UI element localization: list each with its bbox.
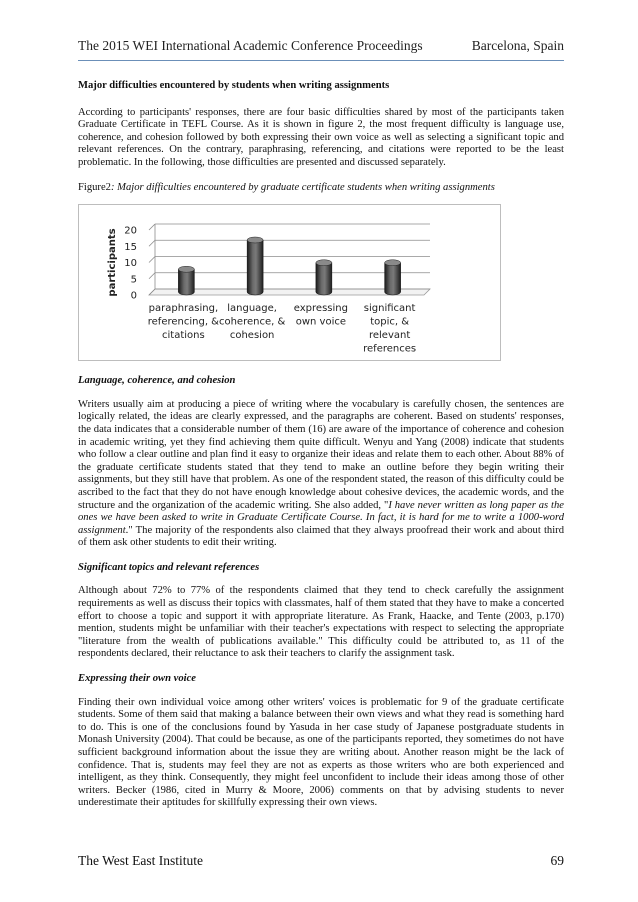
x-tick-label: significant [363,303,416,315]
bar [316,263,332,295]
section-title: Major difficulties encountered by students when writing assignments [78,80,390,91]
y-tick-label: 15 [124,241,137,253]
figure-chart [78,204,501,361]
paragraph-voice: Finding their own individual voice among other writers' voices is problematic for 9 of the graduate certificate students. Some of them said that making a balance between their own views and what they read is something hard to do. This is one of the conclusions found by Yasuda in her case study of Japanese postgraduate students in Monash University (2004). That could be because, as one of the participants reported, they sometimes do not have sufficient background information about the issue they are writing about. Another reason might be the lack of confidence. That is, students may feel they are not as experts as those writers who are both experienced and intelligent, as they think. Consequently, they might feel unconfident to include their ideas among those of other writers. Becker (1986, cited in Murry & Moore, 2006) comments on that by advising students to never underestimate their aptitudes for skillfully expressing their own views. [78,696,564,809]
bar-top [385,260,401,266]
gridline-side [149,257,155,263]
figure-caption-text: : Major difficulties encountered by graduate certificate students when writing assignments [110,181,495,193]
header-divider [78,60,564,61]
x-tick-label: paraphrasing, [148,303,219,315]
section-heading-topics: Significant topics and relevant references [78,561,260,573]
gridline-side [149,273,155,279]
x-tick-label: coherence, & [218,316,286,328]
page-content [78,80,564,822]
page-footer [78,853,564,873]
section-heading-language: Language, coherence, and cohesion [78,375,236,387]
gridline-side [149,240,155,246]
y-tick-label: 0 [130,290,137,302]
figure-label: Figure2 [78,181,111,193]
bar-top [178,266,194,272]
intro-paragraph: According to participants' responses, there are four basic difficulties shared by most of the participants taken Graduate Certificate in TEFL Course. As it is shown in figure 2, the most frequent difficulty is language use, coherence, and cohesion followed by both expressing their own voice as well as selecting a significant topic and relevant references. On the contrary, paraphrasing, referencing, and citations were reported to be the least problematic. In the following, those difficulties are presented and discussed separately. [78,106,564,168]
section-heading-voice: Expressing their own voice [78,673,197,685]
footer-institute: The West East Institute [78,853,204,868]
paragraph-language-text-end: ." The majority of the respondents also claimed that they always proofread their work and about third of them ask other students to edit their writing. [78,524,564,549]
header-conference-title: The 2015 WEI International Academic Conference Proceedings [78,38,423,53]
x-tick-label: references [363,343,417,355]
page-number: 69 [550,853,564,868]
x-tick-label: expressing [293,303,348,315]
bar [247,240,263,295]
x-tick-label: citations [162,330,205,342]
y-tick-label: 20 [124,225,137,237]
bar [178,269,194,295]
x-tick-label: language, [227,303,277,315]
x-tick-label: cohesion [229,330,275,342]
x-tick-label: referencing, & [147,316,219,328]
x-tick-label: topic, & [370,316,410,328]
bar-top [316,260,332,266]
y-axis-label: participants [107,228,118,297]
paragraph-language [78,399,564,550]
y-tick-label: 5 [130,274,137,286]
bar [385,263,401,295]
figure-caption [78,182,564,195]
page-header [78,38,564,62]
student-quote: I have never written as long paper as the ones we have been asked to write in Graduate Certificate Course. In fact, it is hard for me to write a 1000-word assignment [78,499,564,536]
gridline-side [149,224,155,230]
paragraph-language-text: Writers usually aim at producing a piece of writing where the vocabulary is carefully chosen, the sentences are logically related, the ideas are clearly expressed, and the paragraphs are coherent. Based on students' responses, the data indicates that a considerable number of them (16) are aware of the importance of coherence and cohesion in academic writing, yet they find achieving them quite difficult. Wenyu and Yang (2008) indicate that students who follow a clear outline and plan find it easy to organize their ideas and relate them to each other. About 88% of the graduate certificate students stated that they tend to make an outline before they begin writing their assignments, but they still have that problem. As one of the respondent stated, the reason of this difficulty could be ascribed to the fact that they do not have enough knowledge about cohesive devices, the academic words, and the structure and the organization of the academic writing. She also added, " [78,398,564,511]
paragraph-topics: Although about 72% to 77% of the respondents claimed that they tend to check carefully the assignment requirements as well as discuss their topics with classmates, half of them stated that they have to make a concerted effort to choose a topic and support it with appropriate literature. As Frank, Haacke, and Tente (2003, p.170) mention, students might be unfamiliar with their teacher's expectations with respect to selecting the appropriate "literature from the wealth of publications available." This difficulty could be attributed to, as 11 of the respondents declared, their reluctance to ask their teachers to clarify the assignment task. [78,585,564,660]
x-tick-label: own voice [295,316,347,328]
y-tick-label: 10 [124,258,137,270]
x-tick-label: relevant [368,330,411,342]
bar-top [247,237,263,243]
header-location: Barcelona, Spain [471,38,564,53]
bar-chart [79,205,500,360]
